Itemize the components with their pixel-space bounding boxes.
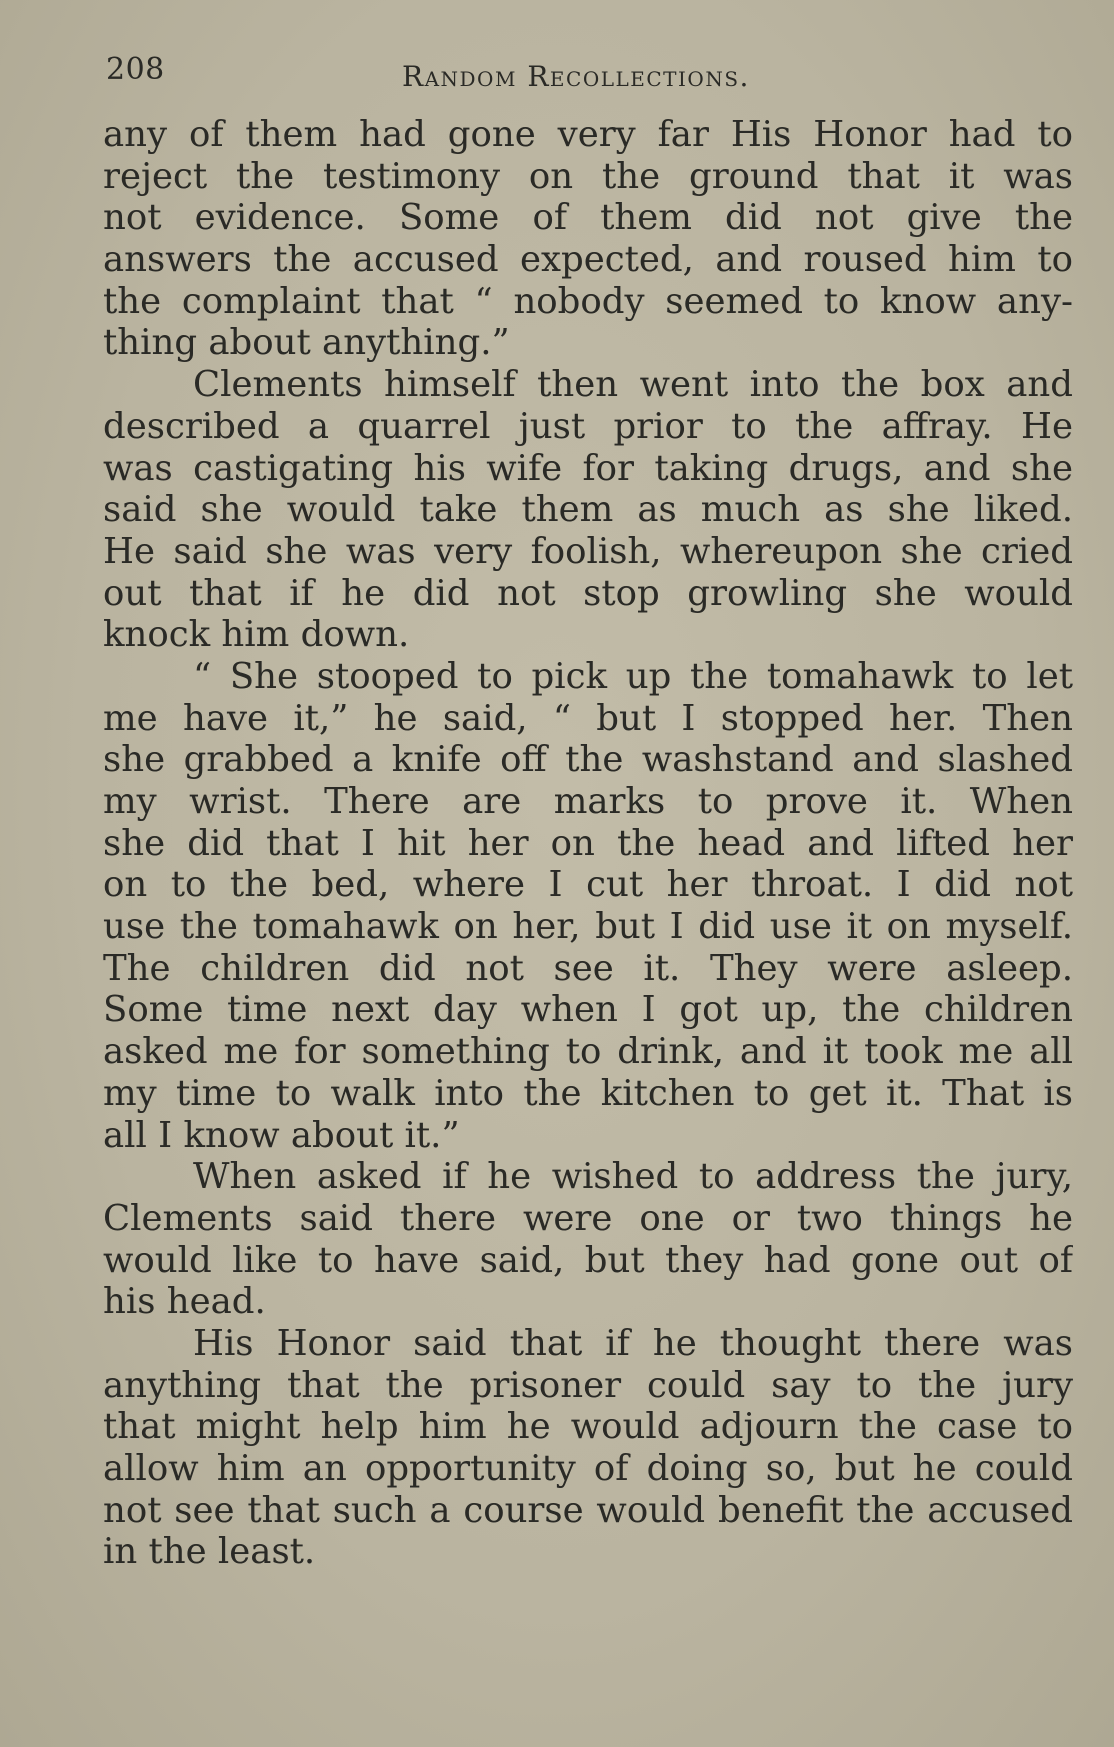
running-title: Random Recollections.	[402, 60, 750, 93]
text-line: she did that I hit her on the head and lifted her	[103, 822, 1073, 864]
text-line: not evidence. Some of them did not give the	[103, 197, 1073, 239]
text-line: anything that the prisoner could say to the jury	[103, 1364, 1073, 1406]
text-line: on to the bed, where I cut her throat. I did not	[103, 864, 1073, 906]
text-line: me have it,” he said, “ but I stopped her. Then	[103, 697, 1073, 739]
text-line: all I know about it.”	[103, 1114, 460, 1156]
text-line: his head.	[103, 1281, 266, 1323]
text-line: Some time next day when I got up, the children	[103, 989, 1073, 1031]
text-line: any of them had gone very far His Honor had to	[103, 114, 1073, 155]
text-line: she grabbed a knife off the washstand and slashed	[103, 739, 1073, 781]
text-line: described a quarrel just prior to the affray. He	[103, 405, 1073, 447]
text-line: reject the testimony on the ground that it was	[103, 155, 1073, 197]
text-line: Clements said there were one or two things he	[103, 1197, 1073, 1239]
text-line: the complaint that “ nobody seemed to know any-	[103, 280, 1073, 322]
text-line: was castigating his wife for taking drugs, and she	[103, 447, 1073, 489]
text-line: my wrist. There are marks to prove it. When	[103, 781, 1073, 822]
text-line: He said she was very foolish, whereupon she cried	[103, 530, 1073, 572]
text-line: not see that such a course would benefit the accused	[103, 1489, 1073, 1531]
text-line: allow him an opportunity of doing so, but he could	[103, 1448, 1073, 1489]
text-line: asked me for something to drink, and it took me all	[103, 1031, 1073, 1073]
body-text	[103, 114, 1073, 1573]
text-line: in the least.	[103, 1531, 316, 1573]
text-line: would like to have said, but they had gone out of	[103, 1239, 1073, 1281]
text-line: said she would take them as much as she liked.	[103, 489, 1073, 531]
paragraph-start-line: When asked if he wished to address the jury,	[193, 1156, 1073, 1198]
text-line: use the tomahawk on her, but I did use it on myself.	[103, 906, 1073, 948]
text-line: knock him down.	[103, 614, 410, 656]
paragraph-start-line: “ She stooped to pick up the tomahawk to let	[193, 655, 1073, 697]
text-line: The children did not see it. They were asleep.	[103, 947, 1073, 989]
running-head	[106, 50, 1076, 100]
paragraph-start-line: Clements himself then went into the box and	[193, 364, 1073, 406]
text-line: thing about anything.”	[103, 322, 510, 364]
text-line: my time to walk into the kitchen to get it. That is	[103, 1072, 1073, 1114]
text-line: out that if he did not stop growling she would	[103, 572, 1073, 614]
text-line: that might help him he would adjourn the case to	[103, 1406, 1073, 1448]
page-number: 208	[106, 52, 165, 87]
paragraph-start-line: His Honor said that if he thought there was	[193, 1322, 1073, 1364]
text-line: answers the accused expected, and roused him to	[103, 239, 1073, 281]
